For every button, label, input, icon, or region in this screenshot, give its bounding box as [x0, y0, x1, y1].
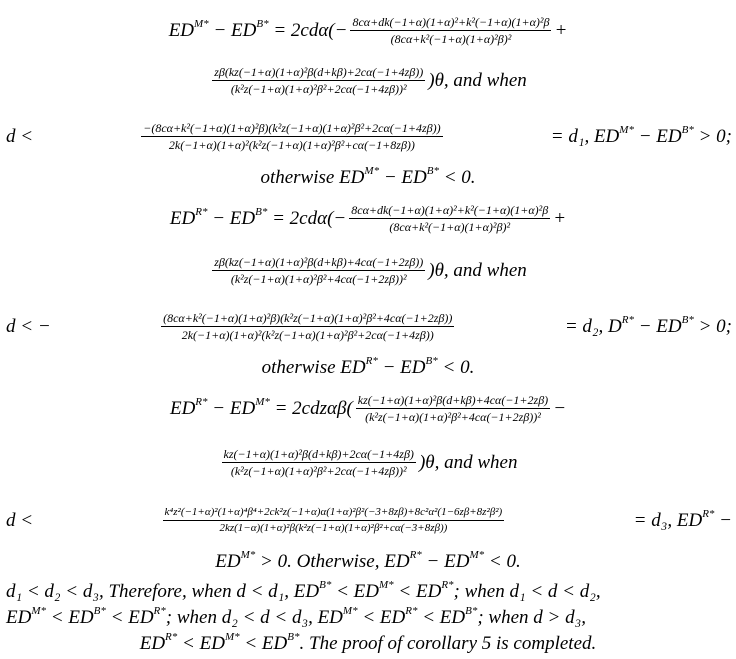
text-line-4	[0, 164, 736, 190]
eq10-fraction	[222, 448, 416, 477]
eq10-denominator: (k²z(−1+α)(1+α)²β²+2cα(−1+4zβ))²	[230, 463, 407, 478]
eq9-denominator: (k²z(−1+α)(1+α)²β²+4cα(−1+2zβ))²	[365, 409, 541, 424]
eq11-numerator: k⁴z²(−1+α)²(1+α)⁴β⁴+2ck²z(−1+α)α(1+α)²β²(−3+8zβ)+8c²α²(1−6zβ+8z²β²)	[163, 507, 505, 521]
eq9-numerator: kz(−1+α)(1+α)²β(d+kβ)+4cα(−1+2zβ)	[357, 392, 549, 407]
eq6-post: )θ, and when	[428, 259, 527, 281]
equation-line-11	[0, 496, 736, 544]
eq7-denominator: 2k(−1+α)(1+α)²(k²z(−1+α)(1+α)²β²+2cα(−1+4zβ))	[181, 327, 434, 342]
eq2-fraction	[212, 66, 425, 95]
eq9-post: −	[553, 397, 567, 419]
otherwise-3: $ED^{M*} > 0$. Otherwise, $ED^{R*} - ED^{M*} < 0$.	[215, 548, 521, 572]
eq5-post: +	[553, 207, 567, 229]
eq11-post: = d₃, $ED^{R*}$ −	[633, 507, 732, 531]
eq7-fraction	[161, 312, 454, 341]
eq10-numerator: kz(−1+α)(1+α)²β(d+kβ)+2cα(−1+4zβ)	[223, 446, 414, 461]
eq5-denominator: (8cα+k²(−1+α)(1+α)²β)²	[389, 219, 511, 234]
eq11-fraction	[163, 507, 505, 534]
text-line-8	[0, 354, 736, 380]
summary-line-2: $ED^{M*} < ED^{B*} < ED^{R*}$; when d₂ < d < d₃, $ED^{M*} < ED^{R*} < ED^{B*}$; when d > d₃,	[6, 604, 586, 628]
eq3-lhs: d <	[6, 125, 34, 147]
eq7-lhs: d < −	[6, 315, 51, 337]
equation-line-1	[0, 8, 736, 52]
eq9-fraction	[356, 394, 550, 423]
equation-line-5	[0, 196, 736, 240]
eq1-fraction	[350, 16, 551, 45]
eq10-post: )θ, and when	[418, 451, 518, 473]
eq3-fraction	[141, 122, 442, 151]
equation-line-7	[0, 302, 736, 350]
eq2-numerator: zβ(kz(−1+α)(1+α)²β(d+kβ)+2cα(−1+4zβ))	[214, 64, 424, 79]
text-line-14	[0, 604, 736, 630]
otherwise-2: otherwise $ED^{R*} - ED^{B*} < 0$.	[261, 354, 475, 378]
eq3-numerator: −(8cα+k²(−1+α)(1+α)²β)(k²z(−1+α)(1+α)²β²+2cα(−1+4zβ))	[143, 120, 441, 135]
equation-line-3	[0, 112, 736, 160]
eq2-denominator: (k²z(−1+α)(1+α)²β²+2cα(−1+4zβ))²	[230, 81, 407, 96]
text-line-15	[0, 630, 736, 656]
eq3-denominator: 2k(−1+α)(1+α)²(k²z(−1+α)(1+α)²β²+cα(−1+8zβ))	[168, 137, 415, 152]
eq1-lhs: $ED^{M*} - ED^{B*} = 2cd\alpha(-$	[168, 17, 348, 41]
eq6-fraction	[212, 256, 425, 285]
eq9-lhs: $ED^{R*} - ED^{M*} = 2cdz\alpha\beta$(	[169, 395, 353, 419]
eq6-denominator: (k²z(−1+α)(1+α)²β²+4cα(−1+2zβ))²	[230, 271, 407, 286]
summary-line-3: $ED^{R*} < ED^{M*} < ED^{B*}$. The proof of corollary 5 is completed.	[139, 630, 597, 654]
eq7-post: = d₂, $D^{R*} - ED^{B*} > 0$;	[564, 313, 732, 337]
eq6-numerator: zβ(kz(−1+α)(1+α)²β(d+kβ)+4cα(−1+2zβ))	[214, 254, 424, 269]
otherwise-1: otherwise $ED^{M*} - ED^{B*} < 0$.	[260, 164, 476, 188]
eq1-numerator: 8cα+dk(−1+α)(1+α)²+k²(−1+α)(1+α)²β	[352, 14, 550, 29]
summary-line-1: d₁ < d₂ < d₃, Therefore, when d < d₁, $ED^{B*} < ED^{M*} < ED^{R*}$; when d₁ < d < d₂,	[6, 578, 601, 602]
eq2-post: )θ, and when	[428, 69, 527, 91]
equation-line-10	[0, 440, 736, 484]
eq1-post: +	[554, 19, 568, 41]
eq11-denominator: 2kz(1−α)(1+α)²β(k²z(−1+α)(1+α)²β²+cα(−3+8zβ))	[219, 521, 448, 534]
equation-line-6	[0, 248, 736, 292]
eq5-lhs: $ED^{R*} - ED^{B*} = 2cd\alpha(-$	[169, 205, 347, 229]
eq11-lhs: d <	[6, 509, 34, 531]
eq7-numerator: (8cα+k²(−1+α)(1+α)²β)(k²z(−1+α)(1+α)²β²+4cα(−1+2zβ))	[163, 310, 453, 325]
equation-line-2	[0, 58, 736, 102]
text-line-12	[0, 548, 736, 574]
eq3-post: = d₁, $ED^{M*} - ED^{B*} > 0$;	[550, 123, 732, 147]
text-line-13	[0, 578, 736, 604]
eq5-fraction	[349, 204, 550, 233]
equation-line-9	[0, 386, 736, 430]
eq5-numerator: 8cα+dk(−1+α)(1+α)²+k²(−1+α)(1+α)²β	[351, 202, 549, 217]
eq1-denominator: (8cα+k²(−1+α)(1+α)²β)²	[390, 31, 512, 46]
